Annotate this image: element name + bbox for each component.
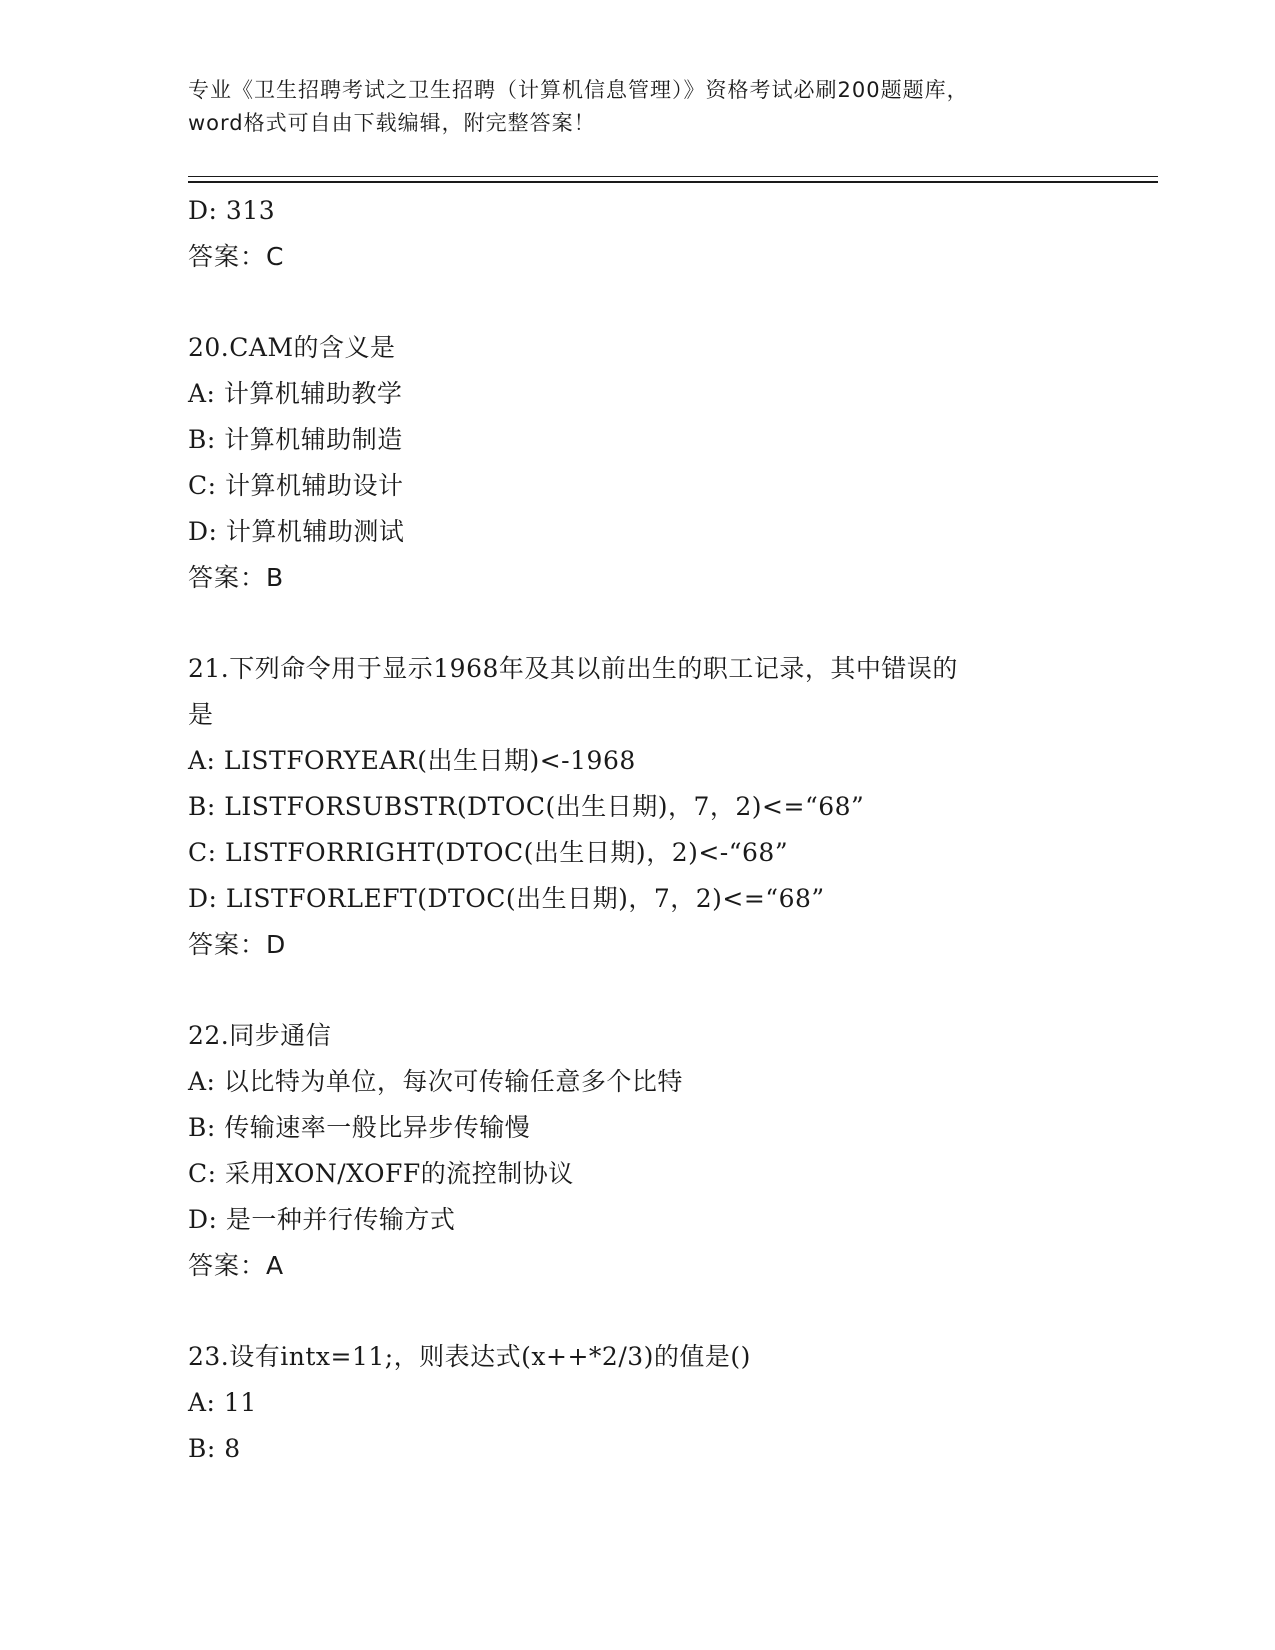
- option-c: C: 计算机辅助设计: [188, 471, 404, 500]
- question-stem: 20.CAM的含义是: [188, 333, 396, 362]
- option-b: B: 传输速率一般比异步传输慢: [188, 1113, 531, 1142]
- header-line-2: word格式可自由下载编辑，附完整答案！: [188, 111, 596, 135]
- option-d: D: 计算机辅助测试: [188, 517, 405, 546]
- option-b: B: 8: [188, 1434, 241, 1463]
- answer-line: 答案：B: [188, 563, 285, 592]
- header-divider-thin: [188, 176, 1158, 177]
- question-stem: 21.下列命令用于显示1968年及其以前出生的职工记录，其中错误的: [188, 654, 958, 683]
- option-d: D: 是一种并行传输方式: [188, 1205, 456, 1234]
- option-a: A: 计算机辅助教学: [188, 379, 403, 408]
- question-list: [188, 188, 1148, 1472]
- option-d: D: LISTFORLEFT(DTOC(出生日期)，7，2)<=“68”: [188, 884, 825, 913]
- answer-line: 答案：D: [188, 930, 287, 959]
- spacer: [188, 1289, 1148, 1334]
- option-c: C: 采用XON/XOFF的流控制协议: [188, 1159, 574, 1188]
- option-a: A: LISTFORYEAR(出生日期)<-1968: [188, 746, 636, 775]
- answer-line: 答案：A: [188, 1251, 285, 1280]
- header-divider-thick: [188, 181, 1158, 183]
- option-a: A: 11: [188, 1388, 257, 1417]
- answer-line: 答案：C: [188, 242, 285, 271]
- spacer: [188, 601, 1148, 646]
- question-stem: 22.同步通信: [188, 1021, 332, 1050]
- question-stem: 23.设有intx=11;，则表达式(x++*2/3)的值是(): [188, 1342, 751, 1371]
- spacer: [188, 280, 1148, 325]
- option-b: B: 计算机辅助制造: [188, 425, 403, 454]
- option-a: A: 以比特为单位，每次可传输任意多个比特: [188, 1067, 683, 1096]
- option-c: C: LISTFORRIGHT(DTOC(出生日期)，2)<-“68”: [188, 838, 789, 867]
- document-header: [188, 74, 1108, 140]
- option-d: D: 313: [188, 196, 276, 225]
- option-b: B: LISTFORSUBSTR(DTOC(出生日期)，7，2)<=“68”: [188, 792, 865, 821]
- header-line-1: 专业《卫生招聘考试之卫生招聘（计算机信息管理）》资格考试必刷200题题库，: [188, 78, 969, 102]
- question-stem-continued: 是: [188, 700, 214, 729]
- spacer: [188, 968, 1148, 1013]
